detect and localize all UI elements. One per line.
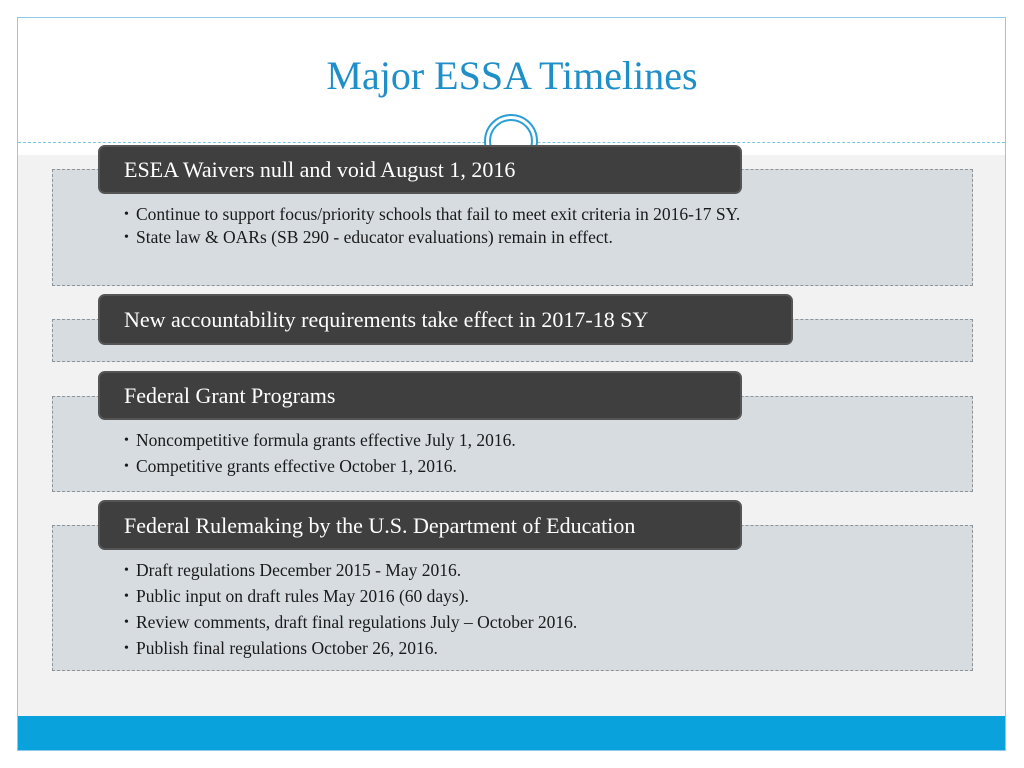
list-item: • Publish final regulations October 26, 2016. [124, 637, 904, 660]
section-header-waivers [98, 145, 742, 194]
footer-accent-bar [18, 716, 1005, 750]
list-item: • Public input on draft rules May 2016 (60 days). [124, 585, 904, 608]
section-header-text: Federal Rulemaking by the U.S. Department of Education [124, 512, 636, 538]
list-item: • Draft regulations December 2015 - May 2016. [124, 559, 904, 582]
bullet-list-waivers [124, 203, 904, 249]
bullet-list-rulemaking [124, 559, 904, 660]
list-item: • State law & OARs (SB 290 - educator evaluations) remain in effect. [124, 226, 904, 249]
section-header-accountability [98, 294, 793, 345]
list-item: • Noncompetitive formula grants effective July 1, 2016. [124, 429, 904, 452]
list-item: • Continue to support focus/priority schools that fail to meet exit criteria in 2016-17 SY. [124, 203, 904, 226]
list-item: • Competitive grants effective October 1, 2016. [124, 455, 904, 478]
list-item: • Review comments, draft final regulations July – October 2016. [124, 611, 904, 634]
bullet-list-grants [124, 429, 904, 478]
section-header-text: New accountability requirements take effect in 2017-18 SY [124, 307, 649, 332]
section-header-grants [98, 371, 742, 420]
slide-title: Major ESSA Timelines [326, 53, 698, 98]
section-header-text: ESEA Waivers null and void August 1, 2016 [124, 156, 516, 182]
section-header-rulemaking [98, 500, 742, 550]
section-header-text: Federal Grant Programs [124, 382, 336, 408]
